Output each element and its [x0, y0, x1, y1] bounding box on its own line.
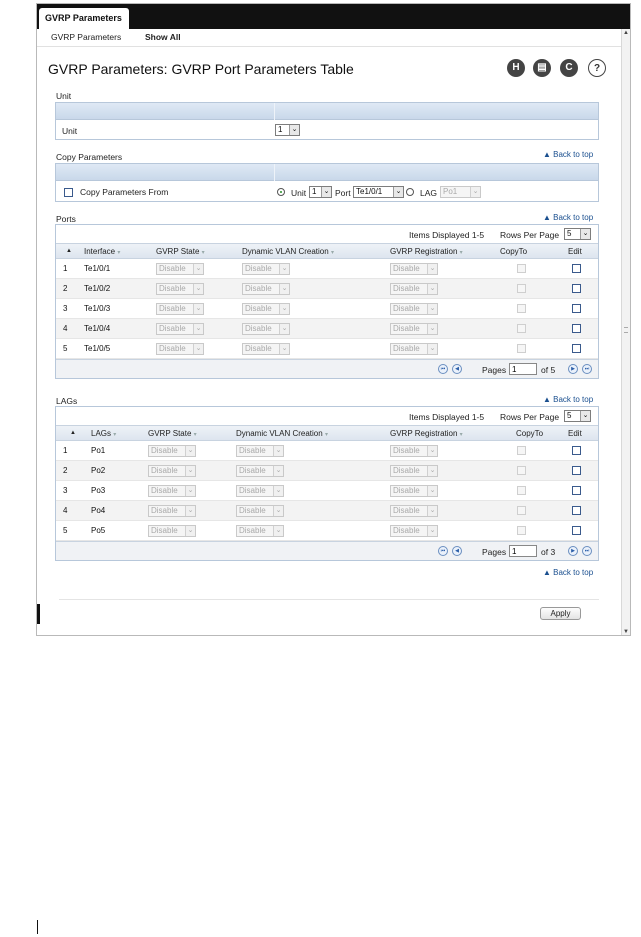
dynamic-vlan-select[interactable]	[236, 525, 284, 537]
lags-table	[55, 406, 599, 561]
row-interface-name: Po4	[91, 506, 106, 515]
chevron-down-icon: ⌄	[393, 187, 403, 197]
scroll-down-icon[interactable]: ▼	[623, 629, 629, 635]
unit-port-radio[interactable]	[277, 188, 285, 196]
row-number: 3	[63, 304, 68, 313]
gvrp-registration-select-value: Disable	[393, 506, 420, 515]
gvrp-state-select[interactable]	[148, 505, 196, 517]
chevron-down-icon: ⌄	[427, 466, 437, 476]
vertical-scrollbar[interactable]	[621, 29, 630, 636]
ports-page-input[interactable]	[509, 363, 537, 375]
chevron-down-icon: ⌄	[289, 125, 299, 135]
last-page-icon[interactable]: ⏭	[582, 364, 592, 374]
left-accent-bar	[37, 604, 40, 624]
table-row[interactable]	[56, 441, 598, 461]
edit-checkbox[interactable]	[572, 506, 581, 515]
col-lag-gvrp-registration[interactable]: GVRP Registration ▾	[390, 429, 463, 438]
row-number: 2	[63, 466, 68, 475]
col-interface[interactable]: Interface ▾	[84, 247, 121, 256]
chevron-down-icon: ⌄	[185, 446, 195, 456]
chevron-down-icon: ⌄	[193, 344, 203, 354]
chevron-down-icon: ⌄	[193, 264, 203, 274]
col-gvrp-registration[interactable]: GVRP Registration ▾	[390, 247, 463, 256]
chevron-down-icon: ⌄	[580, 229, 590, 239]
dynamic-vlan-select[interactable]	[236, 445, 284, 457]
table-row[interactable]	[56, 279, 598, 299]
col-copyto: CopyTo	[500, 247, 528, 256]
copy-section-label: Copy Parameters	[56, 152, 123, 162]
gvrp-registration-select-value: Disable	[393, 486, 420, 495]
edit-checkbox[interactable]	[572, 344, 581, 353]
lags-page-input[interactable]	[509, 545, 537, 557]
chevron-down-icon: ⌄	[193, 304, 203, 314]
row-interface-name: Po2	[91, 466, 106, 475]
lags-rows-per-page-value: 5	[567, 411, 572, 420]
chevron-down-icon: ⌄	[321, 187, 331, 197]
copy-parameters-checkbox[interactable]	[64, 188, 73, 197]
lags-pagination	[56, 541, 598, 560]
copy-port-select[interactable]	[353, 186, 404, 198]
row-interface-name: Te1/0/2	[84, 284, 111, 293]
sort-up-icon[interactable]: ▲	[66, 248, 72, 254]
gvrp-registration-select[interactable]	[390, 525, 438, 537]
sort-icon: ▾	[113, 432, 117, 438]
prev-page-icon[interactable]: ◀	[452, 546, 462, 556]
gvrp-registration-select[interactable]	[390, 485, 438, 497]
chevron-down-icon: ⌄	[427, 264, 437, 274]
dynamic-vlan-select-value: Disable	[239, 446, 266, 455]
col-lag-dynamic-vlan[interactable]: Dynamic VLAN Creation ▾	[236, 429, 328, 438]
row-interface-name: Te1/0/3	[84, 304, 111, 313]
gvrp-state-select[interactable]	[148, 485, 196, 497]
copy-lag-label: LAG	[420, 188, 438, 198]
chevron-down-icon: ⌄	[427, 526, 437, 536]
table-row[interactable]	[56, 481, 598, 501]
chevron-down-icon: ⌄	[273, 466, 283, 476]
unit-box	[55, 102, 599, 140]
chevron-down-icon: ⌄	[427, 506, 437, 516]
tab-bar	[37, 4, 631, 29]
footer-divider	[59, 599, 599, 600]
lags-table-header	[56, 425, 598, 441]
next-page-icon[interactable]: ▶	[568, 364, 578, 374]
dynamic-vlan-select-value: Disable	[239, 486, 266, 495]
copy-lag-select[interactable]	[440, 186, 481, 198]
copyto-checkbox[interactable]	[517, 324, 526, 333]
lags-of-pages: of 3	[541, 547, 556, 557]
prev-page-icon[interactable]: ◀	[452, 364, 462, 374]
table-row[interactable]	[56, 259, 598, 279]
print-icon[interactable]: ▤	[533, 59, 551, 77]
copy-lag-value: Po1	[443, 187, 458, 196]
sort-icon: ▾	[201, 250, 205, 256]
sub-navigation	[37, 29, 631, 47]
ports-rows-per-page-value: 5	[567, 229, 572, 238]
copy-unit-label: Unit	[291, 188, 307, 198]
chevron-down-icon: ⌄	[279, 344, 289, 354]
gvrp-registration-select[interactable]	[390, 263, 438, 275]
table-row[interactable]	[56, 339, 598, 359]
copyto-checkbox[interactable]	[517, 486, 526, 495]
first-page-icon[interactable]: ⏮	[438, 364, 448, 374]
gvrp-registration-select[interactable]	[390, 505, 438, 517]
dynamic-vlan-select[interactable]	[236, 505, 284, 517]
copyto-checkbox[interactable]	[517, 526, 526, 535]
gvrp-registration-select[interactable]	[390, 465, 438, 477]
gvrp-registration-select-value: Disable	[393, 466, 420, 475]
gvrp-state-select[interactable]	[156, 263, 204, 275]
row-interface-name: Po5	[91, 526, 106, 535]
last-page-icon[interactable]: ⏭	[582, 546, 592, 556]
copy-unit-select[interactable]	[309, 186, 332, 198]
chevron-down-icon: ⌄	[193, 324, 203, 334]
edit-checkbox[interactable]	[572, 526, 581, 535]
chevron-down-icon: ⌄	[427, 324, 437, 334]
gvrp-state-select-value: Disable	[159, 284, 186, 293]
gvrp-registration-select[interactable]	[390, 445, 438, 457]
sort-icon: ▾	[324, 432, 328, 438]
col-lag-edit: Edit	[568, 429, 582, 438]
gvrp-registration-select-value: Disable	[393, 324, 420, 333]
chevron-down-icon: ⌄	[185, 466, 195, 476]
dynamic-vlan-select-value: Disable	[245, 324, 272, 333]
apply-button[interactable]: Apply	[540, 607, 581, 620]
gvrp-state-select-value: Disable	[151, 506, 178, 515]
chevron-down-icon: ⌄	[580, 411, 590, 421]
row-number: 4	[63, 324, 68, 333]
gvrp-registration-select-value: Disable	[393, 284, 420, 293]
page-title: GVRP Parameters: GVRP Port Parameters Table	[48, 61, 354, 77]
row-interface-name: Po3	[91, 486, 106, 495]
gvrp-registration-select-value: Disable	[393, 526, 420, 535]
chevron-down-icon: ⌄	[193, 284, 203, 294]
next-page-icon[interactable]: ▶	[568, 546, 578, 556]
edit-checkbox[interactable]	[572, 284, 581, 293]
dynamic-vlan-select[interactable]	[236, 485, 284, 497]
chevron-down-icon: ⌄	[185, 486, 195, 496]
chevron-down-icon: ⌄	[185, 526, 195, 536]
unit-section-label: Unit	[56, 91, 72, 101]
lags-rows-per-page-label: Rows Per Page	[500, 412, 560, 422]
ports-pages-label: Pages	[482, 365, 507, 375]
gvrp-state-select-value: Disable	[159, 304, 186, 313]
copyto-checkbox[interactable]	[517, 446, 526, 455]
chevron-down-icon: ⌄	[470, 187, 480, 197]
gvrp-state-select[interactable]	[148, 445, 196, 457]
table-row[interactable]	[56, 461, 598, 481]
chevron-down-icon: ⌄	[427, 284, 437, 294]
copyto-checkbox[interactable]	[517, 304, 526, 313]
edit-checkbox[interactable]	[572, 324, 581, 333]
ports-pagination	[56, 359, 598, 378]
table-row[interactable]	[56, 521, 598, 541]
ports-section-label: Ports	[56, 214, 76, 224]
row-interface-name: Te1/0/4	[84, 324, 111, 333]
unit-field-label: Unit	[62, 126, 78, 136]
gvrp-state-select-value: Disable	[151, 526, 178, 535]
dynamic-vlan-select-value: Disable	[245, 264, 272, 273]
table-row[interactable]	[56, 501, 598, 521]
sort-icon: ▾	[459, 432, 463, 438]
col-dynamic-vlan[interactable]: Dynamic VLAN Creation ▾	[242, 247, 334, 256]
copy-port-value: Te1/0/1	[356, 187, 383, 196]
chevron-down-icon: ⌄	[279, 304, 289, 314]
gvrp-state-select[interactable]	[156, 303, 204, 315]
tab-gvrp-parameters[interactable]: GVRP Parameters	[39, 8, 129, 29]
col-gvrp-state[interactable]: GVRP State ▾	[156, 247, 205, 256]
row-number: 1	[63, 264, 68, 273]
row-number: 5	[63, 344, 68, 353]
copy-parameters-box	[55, 163, 599, 202]
row-number: 2	[63, 284, 68, 293]
row-interface-name: Po1	[91, 446, 106, 455]
chevron-down-icon: ⌄	[273, 526, 283, 536]
ports-rows-per-page-label: Rows Per Page	[500, 230, 560, 240]
col-lag-copyto: CopyTo	[516, 429, 544, 438]
gvrp-state-select-value: Disable	[159, 324, 186, 333]
lags-back-to-top-link[interactable]: ▲ Back to top	[543, 395, 594, 404]
row-interface-name: Te1/0/5	[84, 344, 111, 353]
chevron-down-icon: ⌄	[273, 506, 283, 516]
gvrp-state-select[interactable]	[156, 323, 204, 335]
dynamic-vlan-select-value: Disable	[239, 506, 266, 515]
sort-icon: ▾	[117, 250, 121, 256]
chevron-down-icon: ⌄	[427, 344, 437, 354]
refresh-icon[interactable]: C	[560, 59, 578, 77]
page-margin-mark	[37, 920, 38, 934]
chevron-down-icon: ⌄	[427, 486, 437, 496]
copyto-checkbox[interactable]	[517, 344, 526, 353]
row-number: 4	[63, 506, 68, 515]
subnav-show-all[interactable]: Show All	[145, 32, 181, 42]
chevron-down-icon: ⌄	[185, 506, 195, 516]
subnav-gvrp-parameters[interactable]: GVRP Parameters	[51, 32, 122, 42]
unit-select[interactable]	[275, 124, 300, 136]
lags-rows-per-page-select[interactable]	[564, 410, 591, 422]
edit-checkbox[interactable]	[572, 466, 581, 475]
dynamic-vlan-select-value: Disable	[245, 304, 272, 313]
copy-port-label: Port	[335, 188, 351, 198]
app-window	[36, 3, 631, 636]
gvrp-state-select-value: Disable	[159, 264, 186, 273]
unit-select-value: 1	[278, 125, 283, 134]
edit-checkbox[interactable]	[572, 486, 581, 495]
gvrp-registration-select[interactable]	[390, 323, 438, 335]
gvrp-registration-select-value: Disable	[393, 304, 420, 313]
copyto-checkbox[interactable]	[517, 466, 526, 475]
copyto-checkbox[interactable]	[517, 506, 526, 515]
row-number: 5	[63, 526, 68, 535]
lags-items-displayed: Items Displayed 1-5	[409, 412, 485, 422]
gvrp-state-select[interactable]	[148, 525, 196, 537]
edit-checkbox[interactable]	[572, 446, 581, 455]
gvrp-registration-select-value: Disable	[393, 446, 420, 455]
sort-icon: ▾	[459, 250, 463, 256]
gvrp-state-select-value: Disable	[151, 486, 178, 495]
lags-pages-label: Pages	[482, 547, 507, 557]
sort-up-icon[interactable]: ▲	[70, 430, 76, 436]
ports-table-topbar	[56, 225, 598, 243]
copyto-checkbox[interactable]	[517, 264, 526, 273]
chevron-down-icon: ⌄	[279, 284, 289, 294]
gvrp-registration-select[interactable]	[390, 283, 438, 295]
chevron-down-icon: ⌄	[279, 324, 289, 334]
scroll-up-icon[interactable]: ▲	[623, 30, 629, 36]
scroll-grip-icon[interactable]	[624, 327, 628, 333]
edit-checkbox[interactable]	[572, 264, 581, 273]
unit-box-header	[56, 103, 598, 120]
lags-table-topbar	[56, 407, 598, 425]
chevron-down-icon: ⌄	[427, 446, 437, 456]
dynamic-vlan-select[interactable]	[242, 303, 290, 315]
help-icon[interactable]: ?	[588, 59, 606, 77]
dynamic-vlan-select[interactable]	[242, 323, 290, 335]
row-number: 3	[63, 486, 68, 495]
copyto-checkbox[interactable]	[517, 284, 526, 293]
dynamic-vlan-select[interactable]	[236, 465, 284, 477]
col-edit: Edit	[568, 247, 582, 256]
sort-icon: ▾	[330, 250, 334, 256]
bottom-back-to-top-link[interactable]: ▲ Back to top	[543, 568, 594, 577]
ports-items-displayed: Items Displayed 1-5	[409, 230, 485, 240]
lag-radio[interactable]	[406, 188, 414, 196]
chevron-down-icon: ⌄	[279, 264, 289, 274]
table-row[interactable]	[56, 299, 598, 319]
dynamic-vlan-select-value: Disable	[245, 344, 272, 353]
copy-parameters-label: Copy Parameters From	[80, 187, 169, 197]
ports-table-header	[56, 243, 598, 259]
copy-unit-value: 1	[312, 187, 317, 196]
copy-box-header	[56, 164, 598, 181]
chevron-down-icon: ⌄	[273, 486, 283, 496]
gvrp-state-select-value: Disable	[151, 446, 178, 455]
row-interface-name: Te1/0/1	[84, 264, 111, 273]
chevron-down-icon: ⌄	[427, 304, 437, 314]
dynamic-vlan-select[interactable]	[242, 263, 290, 275]
gvrp-registration-select-value: Disable	[393, 264, 420, 273]
chevron-down-icon: ⌄	[273, 446, 283, 456]
gvrp-state-select-value: Disable	[151, 466, 178, 475]
ports-rows-per-page-select[interactable]	[564, 228, 591, 240]
ports-of-pages: of 5	[541, 365, 556, 375]
gvrp-registration-select-value: Disable	[393, 344, 420, 353]
gvrp-state-select[interactable]	[156, 283, 204, 295]
col-lags[interactable]: LAGs ▾	[91, 429, 117, 438]
gvrp-registration-select[interactable]	[390, 343, 438, 355]
first-page-icon[interactable]: ⏮	[438, 546, 448, 556]
gvrp-state-select[interactable]	[156, 343, 204, 355]
save-icon[interactable]: H	[507, 59, 525, 77]
dynamic-vlan-select-value: Disable	[239, 526, 266, 535]
dynamic-vlan-select[interactable]	[242, 343, 290, 355]
gvrp-state-select-value: Disable	[159, 344, 186, 353]
dynamic-vlan-select-value: Disable	[245, 284, 272, 293]
col-lag-gvrp-state[interactable]: GVRP State ▾	[148, 429, 197, 438]
gvrp-registration-select[interactable]	[390, 303, 438, 315]
table-row[interactable]	[56, 319, 598, 339]
row-number: 1	[63, 446, 68, 455]
gvrp-state-select[interactable]	[148, 465, 196, 477]
dynamic-vlan-select-value: Disable	[239, 466, 266, 475]
ports-table	[55, 224, 599, 379]
back-to-top-link[interactable]: ▲ Back to top	[543, 150, 594, 159]
sort-icon: ▾	[193, 432, 197, 438]
lags-section-label: LAGs	[56, 396, 78, 406]
edit-checkbox[interactable]	[572, 304, 581, 313]
ports-back-to-top-link[interactable]: ▲ Back to top	[543, 213, 594, 222]
dynamic-vlan-select[interactable]	[242, 283, 290, 295]
